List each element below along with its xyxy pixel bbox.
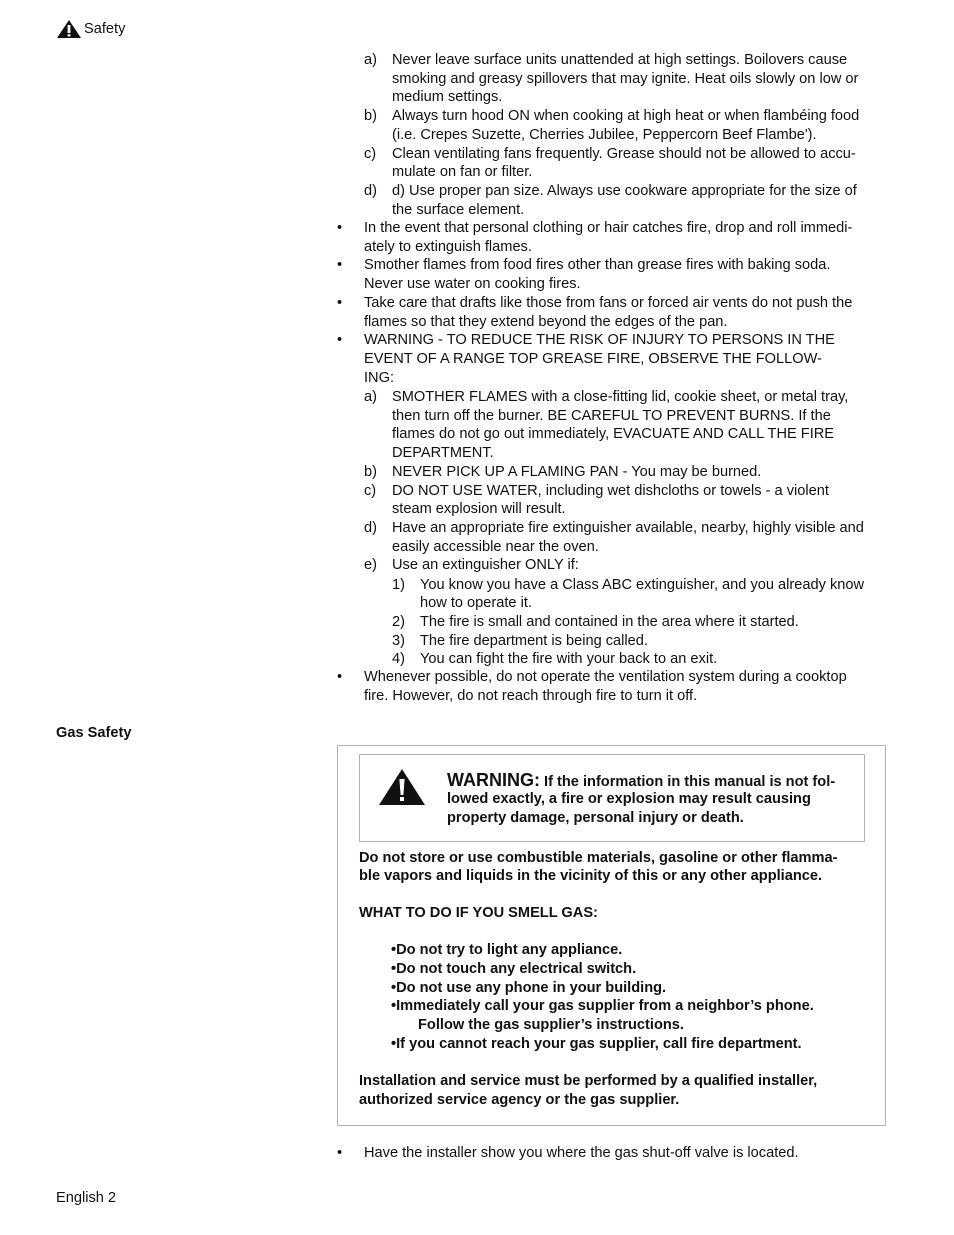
- warning-text-line: property damage, personal injury or death.: [447, 810, 744, 826]
- gas-safety-heading: Gas Safety: [56, 725, 132, 741]
- list-item-text: You know you have a Class ABC extinguisher, and you already know: [420, 576, 865, 593]
- list-item-text: EVENT OF A RANGE TOP GREASE FIRE, OBSERVE THE FOLLOW-: [364, 350, 822, 367]
- smell-gas-item: •If you cannot reach your gas supplier, call fire department.: [391, 1036, 802, 1052]
- smell-gas-item: •Do not touch any electrical switch.: [391, 961, 637, 977]
- warning-triangle-icon: [378, 768, 426, 806]
- smell-gas-heading: WHAT TO DO IF YOU SMELL GAS:: [359, 905, 598, 921]
- list-item-text: Take care that drafts like those from fans or forced air vents do not push the: [364, 294, 853, 311]
- list-marker: d): [364, 182, 377, 199]
- list-item-text: Have the installer show you where the gas shut-off valve is located.: [364, 1145, 799, 1161]
- list-marker: c): [364, 145, 377, 162]
- list-marker: e): [364, 557, 377, 574]
- list-item-text: You can fight the fire with your back to an exit.: [420, 651, 718, 668]
- list-item-text: Clean ventilating fans frequently. Grease should not be allowed to accu-: [392, 145, 856, 162]
- list-item-text: WARNING - TO REDUCE THE RISK OF INJURY TO PERSONS IN THE: [364, 332, 835, 349]
- smell-gas-item-continuation: Follow the gas supplier’s instructions.: [418, 1017, 684, 1033]
- list-item-text: Always turn hood ON when cooking at high heat or when flambéing food: [392, 108, 860, 125]
- list-item-text: Smother flames from food fires other than grease fires with baking soda.: [364, 257, 831, 274]
- page-footer: English 2: [56, 1190, 117, 1206]
- list-item-text: (i.e. Crepes Suzette, Cherries Jubilee, Peppercorn Beef Flambe').: [392, 126, 817, 143]
- list-item-text: DO NOT USE WATER, including wet dishcloths or towels - a violent: [392, 482, 829, 499]
- installation-note-line: Installation and service must be performed by a qualified installer,: [359, 1073, 818, 1089]
- storage-warning-line: Do not store or use combustible materials, gasoline or other flamma-: [359, 850, 838, 866]
- list-marker: d): [364, 519, 377, 536]
- list-item-text: mulate on fan or filter.: [392, 164, 533, 181]
- list-item-text: NEVER PICK UP A FLAMING PAN - You may be burned.: [392, 463, 762, 480]
- page-header: [56, 18, 125, 40]
- list-item-text: d) Use proper pan size. Always use cookware appropriate for the size of: [392, 182, 857, 199]
- list-item-text: medium settings.: [392, 89, 503, 106]
- list-marker: •: [337, 332, 343, 349]
- warning-triangle-icon: [56, 19, 82, 39]
- list-item-text: ately to extinguish flames.: [364, 238, 532, 255]
- list-marker: 4): [392, 651, 405, 668]
- list-marker: 1): [392, 576, 405, 593]
- list-item-text: how to operate it.: [420, 595, 532, 612]
- list-item-text: steam explosion will result.: [392, 501, 566, 518]
- list-marker: •: [337, 669, 343, 685]
- list-marker: c): [364, 482, 377, 499]
- list-item-text: flames do not go out immediately, EVACUATE AND CALL THE FIRE: [392, 426, 835, 443]
- list-item-text: easily accessible near the oven.: [392, 538, 599, 555]
- list-item-text: The fire department is being called.: [420, 632, 648, 649]
- list-item-text: ING:: [364, 369, 394, 386]
- list-marker: •: [337, 257, 343, 274]
- list-marker: 3): [392, 632, 405, 649]
- list-item-text: Whenever possible, do not operate the ventilation system during a cooktop: [364, 669, 847, 685]
- list-item-text: Never leave surface units unattended at high settings. Boilovers cause: [392, 52, 848, 68]
- list-item-text: smoking and greasy spillovers that may ignite. Heat oils slowly on low or: [392, 70, 859, 87]
- list-marker: a): [364, 389, 377, 405]
- list-item-text: In the event that personal clothing or hair catches fire, drop and roll immedi-: [364, 220, 853, 236]
- list-item-text: Use an extinguisher ONLY if:: [392, 557, 579, 574]
- installation-note-line: authorized service agency or the gas supplier.: [359, 1092, 680, 1108]
- list-item-text: flames so that they extend beyond the edges of the pan.: [364, 313, 728, 330]
- header-section-title: Safety: [84, 20, 126, 37]
- list-marker: 2): [392, 613, 405, 630]
- warning-title: WARNING:: [447, 770, 540, 790]
- smell-gas-item: •Do not use any phone in your building.: [391, 980, 667, 996]
- list-marker: •: [337, 1145, 343, 1161]
- storage-warning-line: ble vapors and liquids in the vicinity of this or any other appliance.: [359, 868, 823, 884]
- smell-gas-item: •Do not try to light any appliance.: [391, 942, 623, 958]
- list-marker: a): [364, 52, 377, 68]
- list-item-text: Have an appropriate fire extinguisher available, nearby, highly visible and: [392, 519, 864, 536]
- list-item-text: Never use water on cooking fires.: [364, 276, 581, 293]
- list-item-text: SMOTHER FLAMES with a close-fitting lid, cookie sheet, or metal tray,: [392, 389, 849, 405]
- warning-text-start: If the information in this manual is not fol-: [540, 774, 836, 790]
- list-item-text: then turn off the burner. BE CAREFUL TO PREVENT BURNS. If the: [392, 407, 831, 424]
- list-marker: •: [337, 220, 343, 236]
- smell-gas-item: •Immediately call your gas supplier from a neighbor’s phone.: [391, 998, 814, 1014]
- list-item-text: fire. However, do not reach through fire to turn it off.: [364, 687, 698, 704]
- list-marker: b): [364, 108, 377, 125]
- list-marker: •: [337, 294, 343, 311]
- list-item-text: DEPARTMENT.: [392, 445, 494, 462]
- warning-text-line: lowed exactly, a fire or explosion may result causing: [447, 791, 811, 807]
- list-item-text: the surface element.: [392, 201, 525, 218]
- list-item-text: The fire is small and contained in the area where it started.: [420, 613, 799, 630]
- list-marker: b): [364, 463, 377, 480]
